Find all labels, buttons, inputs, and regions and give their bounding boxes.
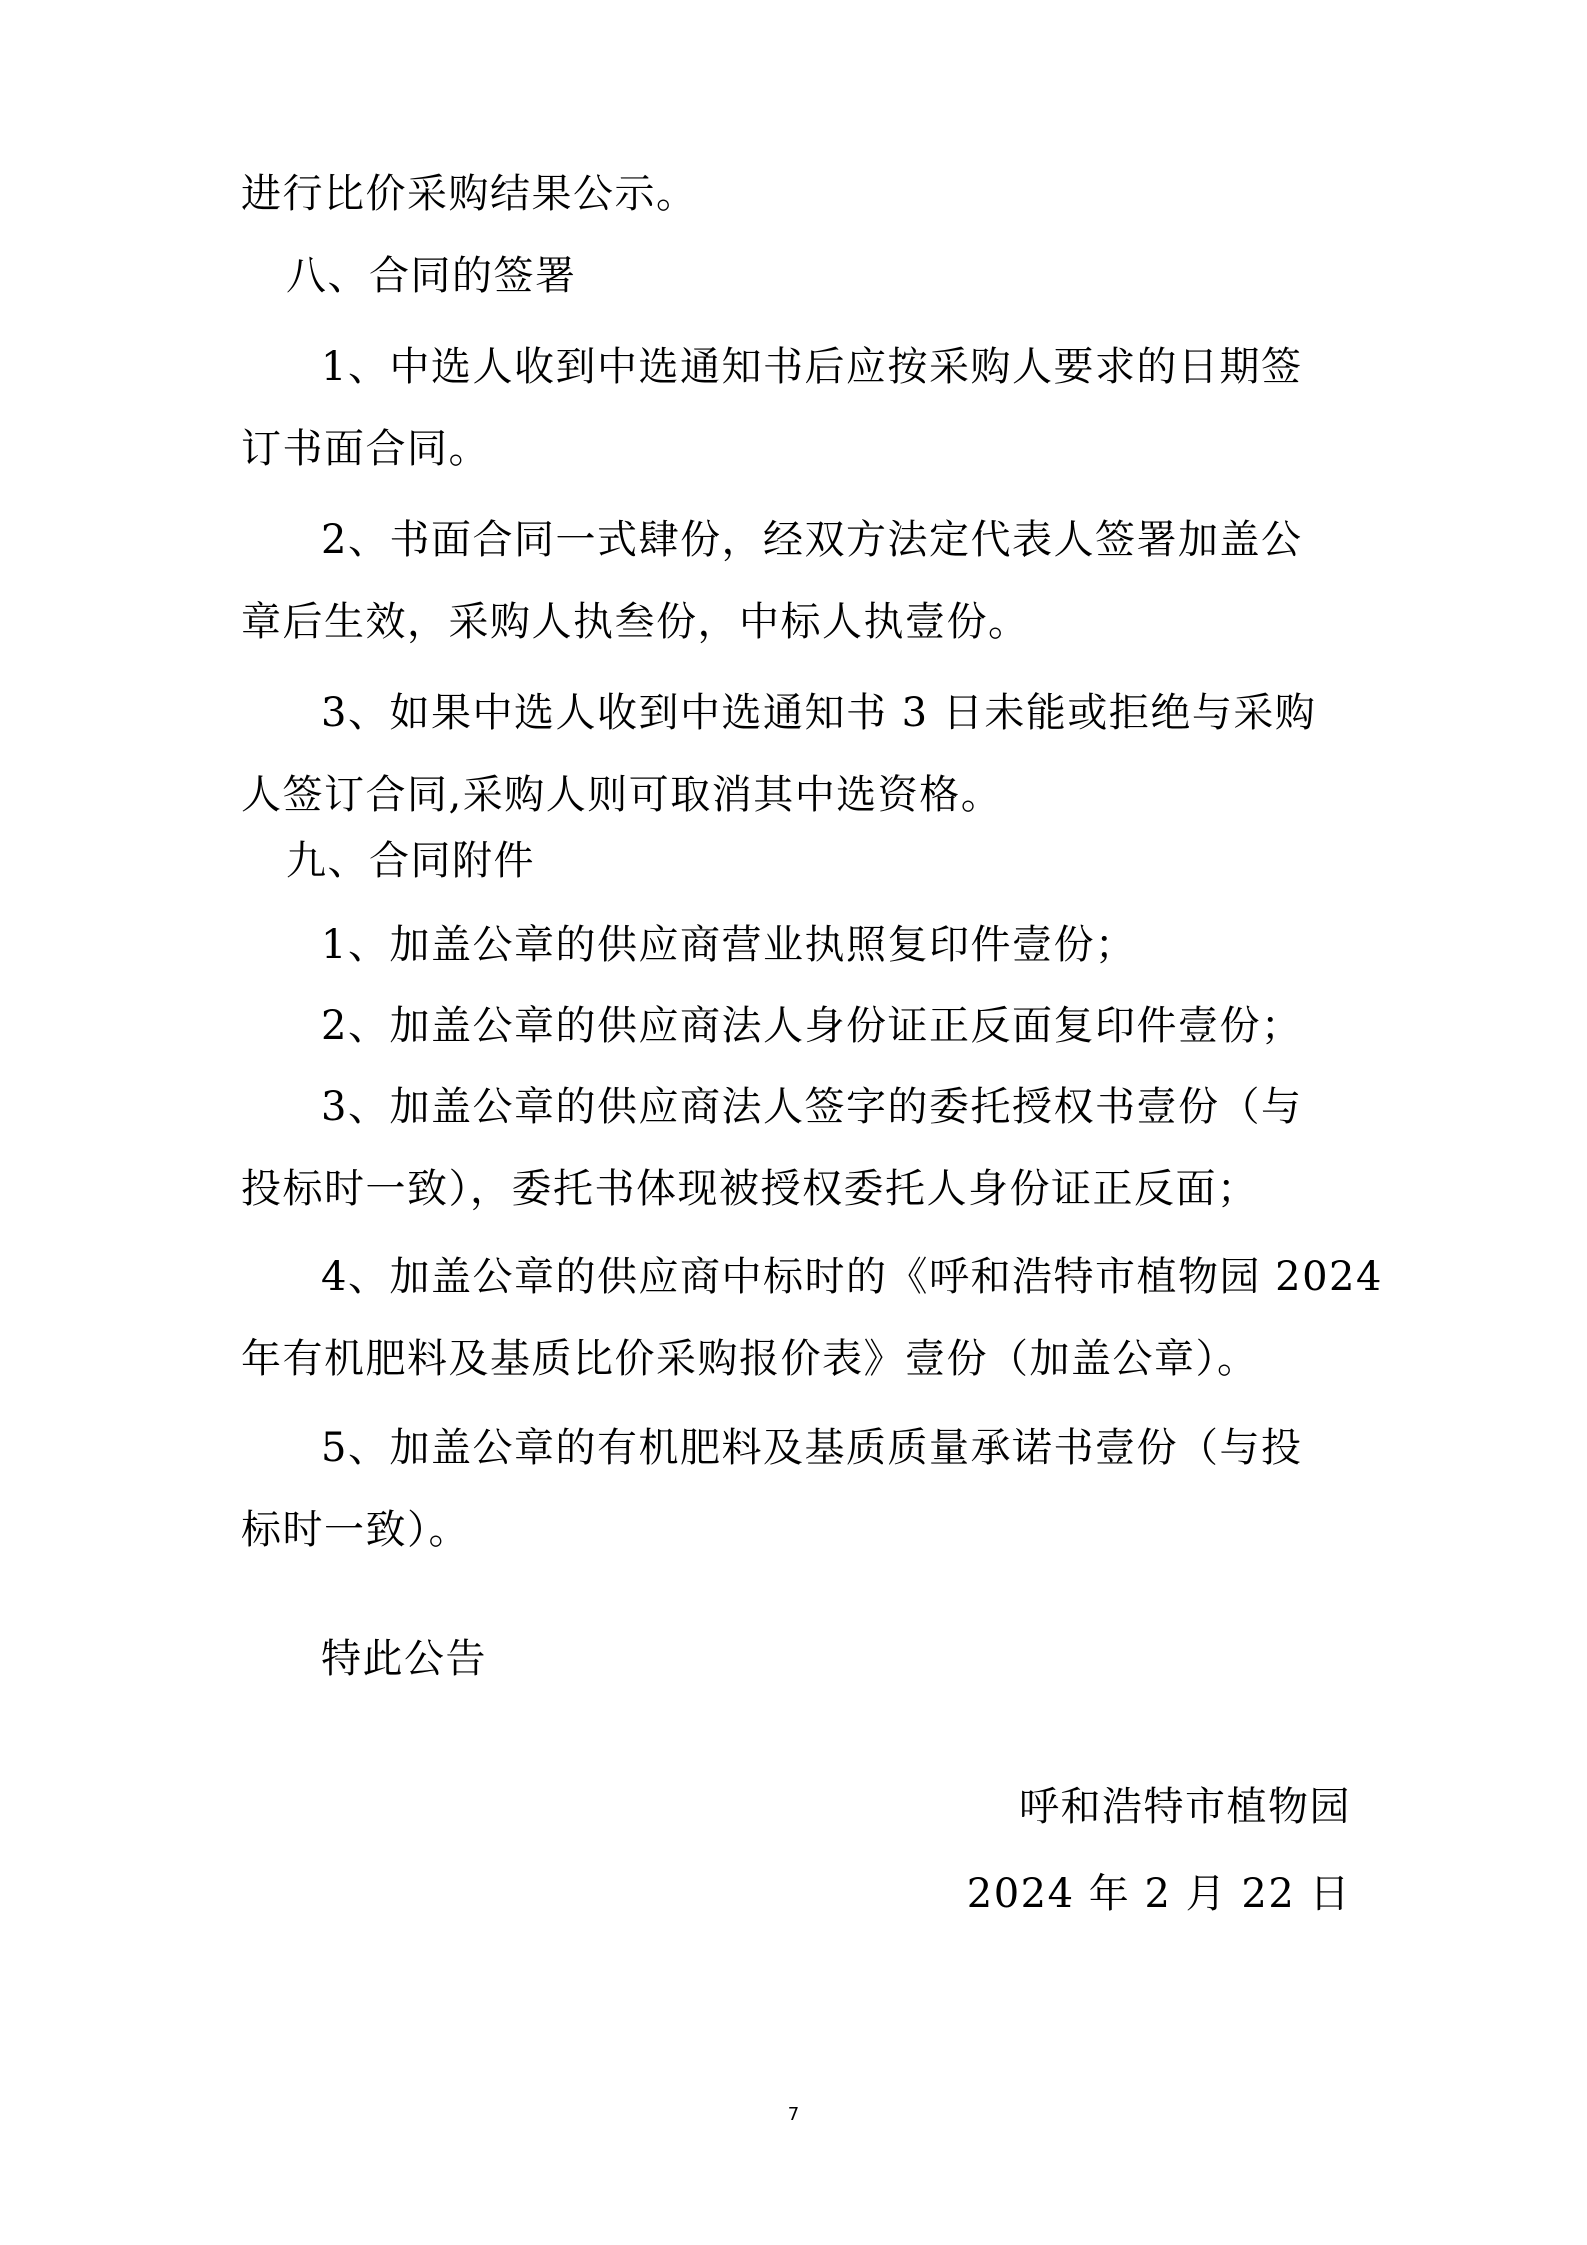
paragraph-line: 3、如果中选人收到中选通知书 3 日未能或拒绝与采购 <box>321 690 1317 736</box>
paragraph-line: 1、加盖公章的供应商营业执照复印件壹份； <box>321 922 1137 968</box>
paragraph-line: 2、加盖公章的供应商法人身份证正反面复印件壹份； <box>321 1003 1303 1049</box>
section-heading-contract-signing: 八、合同的签署 <box>286 253 577 299</box>
page-number: 7 <box>787 2104 800 2125</box>
paragraph-line: 1、中选人收到中选通知书后应按采购人要求的日期签 <box>321 344 1303 390</box>
paragraph-line: 进行比价采购结果公示。 <box>241 171 698 217</box>
paragraph-line: 2、书面合同一式肆份，经双方法定代表人签署加盖公 <box>321 517 1303 563</box>
paragraph-line: 4、加盖公章的供应商中标时的《呼和浩特市植物园 2024 <box>321 1254 1383 1300</box>
signature-organization: 呼和浩特市植物园 <box>1019 1784 1351 1830</box>
paragraph-line: 年有机肥料及基质比价采购报价表》壹份（加盖公章）。 <box>241 1336 1259 1382</box>
paragraph-line: 5、加盖公章的有机肥料及基质质量承诺书壹份（与投 <box>321 1425 1303 1471</box>
paragraph-line: 3、加盖公章的供应商法人签字的委托授权书壹份（与 <box>321 1084 1303 1130</box>
section-heading-contract-attachments: 九、合同附件 <box>286 838 535 884</box>
paragraph-line: 人签订合同,采购人则可取消其中选资格。 <box>241 772 1003 818</box>
paragraph-line: 投标时一致），委托书体现被授权委托人身份证正反面； <box>241 1166 1259 1212</box>
paragraph-line: 标时一致）。 <box>241 1507 470 1553</box>
signature-date: 2024 年 2 月 22 日 <box>966 1871 1351 1917</box>
closing-notice: 特此公告 <box>321 1636 487 1682</box>
paragraph-line: 订书面合同。 <box>241 426 490 472</box>
paragraph-line: 章后生效，采购人执叁份，中标人执壹份。 <box>241 599 1030 645</box>
